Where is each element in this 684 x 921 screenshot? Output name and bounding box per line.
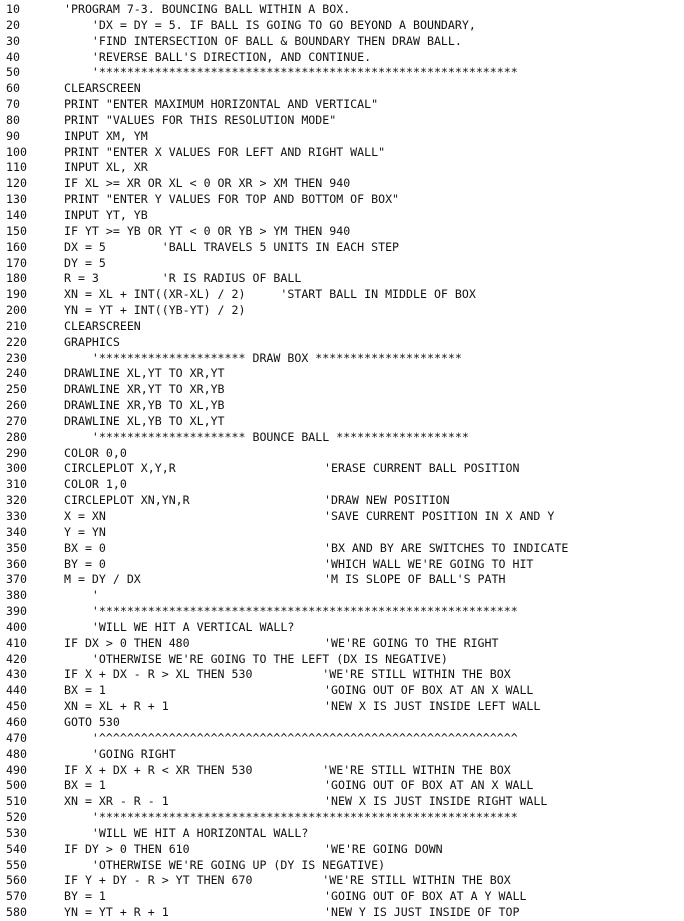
line-number: 30 [6, 33, 20, 48]
code-line [0, 636, 684, 652]
code-line [0, 430, 684, 446]
code-line [0, 65, 684, 81]
code-line [0, 604, 684, 620]
code-line [0, 461, 684, 477]
line-number: 560 [6, 873, 27, 888]
line-number: 170 [6, 255, 27, 270]
code-comment: 'GOING OUT OF BOX AT AN X WALL [324, 778, 534, 793]
code-comment: 'NEW Y IS JUST INSIDE OF TOP [324, 905, 520, 920]
line-number: 190 [6, 287, 27, 302]
code-comment: 'WE'RE GOING DOWN [324, 841, 443, 856]
code-line [0, 34, 684, 50]
code-text: INPUT XL, XR [64, 160, 148, 175]
line-number: 90 [6, 128, 20, 143]
code-line [0, 715, 684, 731]
code-text: 'OTHERWISE WE'RE GOING UP (DY IS NEGATIVE) [64, 857, 386, 872]
code-comment: 'BX AND BY ARE SWITCHES TO INDICATE [324, 540, 569, 555]
code-comment: 'ERASE CURRENT BALL POSITION [324, 461, 520, 476]
line-number: 110 [6, 160, 27, 175]
code-line [0, 525, 684, 541]
code-text: INPUT XM, YM [64, 128, 148, 143]
code-line [0, 557, 684, 573]
code-comment: 'DRAW NEW POSITION [324, 493, 450, 508]
line-number: 550 [6, 857, 27, 872]
code-text: YN = YT + INT((YB-YT) / 2) [64, 303, 246, 318]
line-number: 120 [6, 176, 27, 191]
code-comment: 'NEW X IS JUST INSIDE RIGHT WALL [324, 794, 548, 809]
code-text: INPUT YT, YB [64, 207, 148, 222]
code-line [0, 699, 684, 715]
code-text: PRINT "ENTER X VALUES FOR LEFT AND RIGHT WALL" [64, 144, 386, 159]
code-text: DY = 5 [64, 255, 106, 270]
code-text: PRINT "ENTER Y VALUES FOR TOP AND BOTTOM OF BOX" [64, 192, 400, 207]
code-line [0, 842, 684, 858]
code-text: 'WILL WE HIT A VERTICAL WALL? [64, 619, 295, 634]
line-number: 200 [6, 303, 27, 318]
code-line [0, 160, 684, 176]
code-text: COLOR 0,0 [64, 445, 127, 460]
line-number: 130 [6, 192, 27, 207]
code-text: COLOR 1,0 [64, 477, 127, 492]
line-number: 420 [6, 651, 27, 666]
code-text: 'OTHERWISE WE'RE GOING TO THE LEFT (DX IS NEGATIVE) [64, 651, 448, 666]
code-line [0, 493, 684, 509]
code-text: 'WILL WE HIT A HORIZONTAL WALL? [64, 825, 309, 840]
code-text: X = XN [64, 509, 106, 523]
code-comment: 'GOING OUT OF BOX AT AN X WALL [324, 683, 534, 698]
code-line [0, 319, 684, 335]
code-text: BX = 0 [64, 540, 106, 555]
code-line [0, 224, 684, 240]
code-text: IF Y + DY - R > YT THEN 670 'WE'RE STILL WITHIN THE BOX [64, 873, 511, 888]
code-line [0, 873, 684, 889]
line-number: 440 [6, 683, 27, 698]
code-text: PRINT "ENTER MAXIMUM HORIZONTAL AND VERTICAL" [64, 97, 379, 112]
code-line [0, 763, 684, 779]
code-text: '^^^^^^^^^^^^^^^^^^^^^^^^^^^^^^^^^^^^^^^^^^^^^^^^^^^^^^^^^^^^ [64, 730, 518, 745]
code-line [0, 572, 684, 588]
code-text: XN = XR - R - 1 [64, 794, 169, 809]
line-number: 510 [6, 794, 27, 809]
code-line [0, 810, 684, 826]
code-text: DX = 5 'BALL TRAVELS 5 UNITS IN EACH STEP [64, 239, 400, 254]
code-text: PRINT "VALUES FOR THIS RESOLUTION MODE" [64, 112, 337, 127]
line-number: 400 [6, 619, 27, 634]
code-text: 'DX = DY = 5. IF BALL IS GOING TO GO BEYOND A BOUNDARY, [64, 17, 476, 32]
code-text: YN = YT + R + 1 [64, 905, 169, 920]
line-number: 350 [6, 540, 27, 555]
code-line [0, 477, 684, 493]
code-text: 'REVERSE BALL'S DIRECTION, AND CONTINUE. [64, 49, 372, 64]
code-line [0, 18, 684, 34]
code-line [0, 382, 684, 398]
code-text: CLEARSCREEN [64, 318, 141, 333]
code-line [0, 176, 684, 192]
line-number: 540 [6, 841, 27, 856]
line-number: 570 [6, 889, 27, 904]
line-number: 480 [6, 746, 27, 761]
code-line [0, 113, 684, 129]
line-number: 300 [6, 461, 27, 476]
code-text: IF X + DX + R < XR THEN 530 'WE'RE STILL WITHIN THE BOX [64, 762, 511, 777]
code-line [0, 446, 684, 462]
code-line [0, 620, 684, 636]
code-text: Y = YN [64, 524, 106, 539]
line-number: 80 [6, 112, 20, 127]
line-number: 10 [6, 2, 20, 16]
code-text: '********************* BOUNCE BALL ******************* [64, 429, 469, 444]
code-line [0, 351, 684, 367]
line-number: 520 [6, 810, 27, 825]
line-number: 490 [6, 762, 27, 777]
code-line [0, 208, 684, 224]
code-comment: 'WHICH WALL WE'RE GOING TO HIT [324, 556, 534, 571]
code-line [0, 652, 684, 668]
code-text: CLEARSCREEN [64, 81, 141, 96]
code-text: IF YT >= YB OR YT < 0 OR YB > YM THEN 940 [64, 223, 351, 238]
code-text: XN = XL + INT((XR-XL) / 2) 'START BALL IN MIDDLE OF BOX [64, 287, 476, 302]
code-line [0, 826, 684, 842]
code-comment: 'NEW X IS JUST INSIDE LEFT WALL [324, 699, 541, 714]
line-number: 450 [6, 699, 27, 714]
line-number: 340 [6, 524, 27, 539]
line-number: 220 [6, 334, 27, 349]
line-number: 100 [6, 144, 27, 159]
line-number: 430 [6, 667, 27, 682]
code-line [0, 731, 684, 747]
line-number: 150 [6, 223, 27, 238]
line-number: 210 [6, 318, 27, 333]
code-text: DRAWLINE XL,YB TO XL,YT [64, 413, 225, 428]
code-text: BX = 1 [64, 683, 106, 698]
line-number: 470 [6, 730, 27, 745]
code-text: IF DY > 0 THEN 610 [64, 841, 190, 856]
code-text: '********************* DRAW BOX ********************* [64, 350, 462, 365]
line-number: 50 [6, 65, 20, 80]
line-number: 460 [6, 714, 27, 729]
line-number: 70 [6, 97, 20, 112]
line-number: 320 [6, 493, 27, 508]
code-text: CIRCLEPLOT XN,YN,R [64, 493, 190, 508]
code-line [0, 667, 684, 683]
line-number: 140 [6, 207, 27, 222]
code-line [0, 50, 684, 66]
code-comment: 'M IS SLOPE OF BALL'S PATH [324, 572, 506, 587]
code-line [0, 509, 684, 525]
code-line [0, 683, 684, 699]
code-text: BY = 0 [64, 556, 106, 571]
code-line [0, 97, 684, 113]
line-number: 290 [6, 445, 27, 460]
code-line [0, 889, 684, 905]
line-number: 270 [6, 413, 27, 428]
line-number: 310 [6, 477, 27, 492]
code-text: 'FIND INTERSECTION OF BALL & BOUNDARY THEN DRAW BALL. [64, 33, 462, 48]
line-number: 60 [6, 81, 20, 96]
code-line [0, 398, 684, 414]
code-text: 'PROGRAM 7-3. BOUNCING BALL WITHIN A BOX. [64, 2, 351, 16]
code-line [0, 414, 684, 430]
code-text: IF X + DX - R > XL THEN 530 'WE'RE STILL WITHIN THE BOX [64, 667, 511, 682]
code-text: BX = 1 [64, 778, 106, 793]
line-number: 250 [6, 382, 27, 397]
code-text: '************************************************************ [64, 65, 518, 80]
code-text: ' [64, 588, 99, 603]
code-text: GOTO 530 [64, 714, 120, 729]
code-text: IF DX > 0 THEN 480 [64, 635, 190, 650]
code-line [0, 240, 684, 256]
code-line [0, 192, 684, 208]
code-comment: 'GOING OUT OF BOX AT A Y WALL [324, 889, 527, 904]
code-text: BY = 1 [64, 889, 106, 904]
code-text: M = DY / DX [64, 572, 141, 587]
code-line [0, 588, 684, 604]
code-line [0, 2, 684, 18]
line-number: 260 [6, 398, 27, 413]
code-line [0, 129, 684, 145]
line-number: 280 [6, 429, 27, 444]
line-number: 240 [6, 366, 27, 381]
code-text: 'GOING RIGHT [64, 746, 176, 761]
code-line [0, 541, 684, 557]
code-line [0, 794, 684, 810]
line-number: 380 [6, 588, 27, 603]
code-line [0, 303, 684, 319]
code-text: DRAWLINE XL,YT TO XR,YT [64, 366, 225, 381]
code-line [0, 858, 684, 874]
code-text: DRAWLINE XR,YB TO XL,YB [64, 398, 225, 413]
line-number: 500 [6, 778, 27, 793]
line-number: 410 [6, 635, 27, 650]
code-text: R = 3 'R IS RADIUS OF BALL [64, 271, 302, 286]
code-line [0, 145, 684, 161]
line-number: 160 [6, 239, 27, 254]
code-text: XN = XL + R + 1 [64, 699, 169, 714]
code-line [0, 81, 684, 97]
line-number: 230 [6, 350, 27, 365]
line-number: 530 [6, 825, 27, 840]
code-line [0, 366, 684, 382]
line-number: 580 [6, 905, 27, 920]
code-text: CIRCLEPLOT X,Y,R [64, 461, 176, 476]
code-line [0, 256, 684, 272]
line-number: 390 [6, 604, 27, 619]
code-text: GRAPHICS [64, 334, 120, 349]
code-comment: 'SAVE CURRENT POSITION IN X AND Y [324, 509, 555, 523]
code-text: '************************************************************ [64, 810, 518, 825]
code-line [0, 335, 684, 351]
code-line [0, 747, 684, 763]
line-number: 20 [6, 17, 20, 32]
code-text: DRAWLINE XR,YT TO XR,YB [64, 382, 225, 397]
code-text: IF XL >= XR OR XL < 0 OR XR > XM THEN 940 [64, 176, 351, 191]
line-number: 370 [6, 572, 27, 587]
code-line [0, 778, 684, 794]
code-text: '************************************************************ [64, 604, 518, 619]
code-line [0, 271, 684, 287]
line-number: 40 [6, 49, 20, 64]
code-line [0, 287, 684, 303]
line-number: 330 [6, 509, 27, 523]
line-number: 360 [6, 556, 27, 571]
code-comment: 'WE'RE GOING TO THE RIGHT [324, 635, 499, 650]
line-number: 180 [6, 271, 27, 286]
